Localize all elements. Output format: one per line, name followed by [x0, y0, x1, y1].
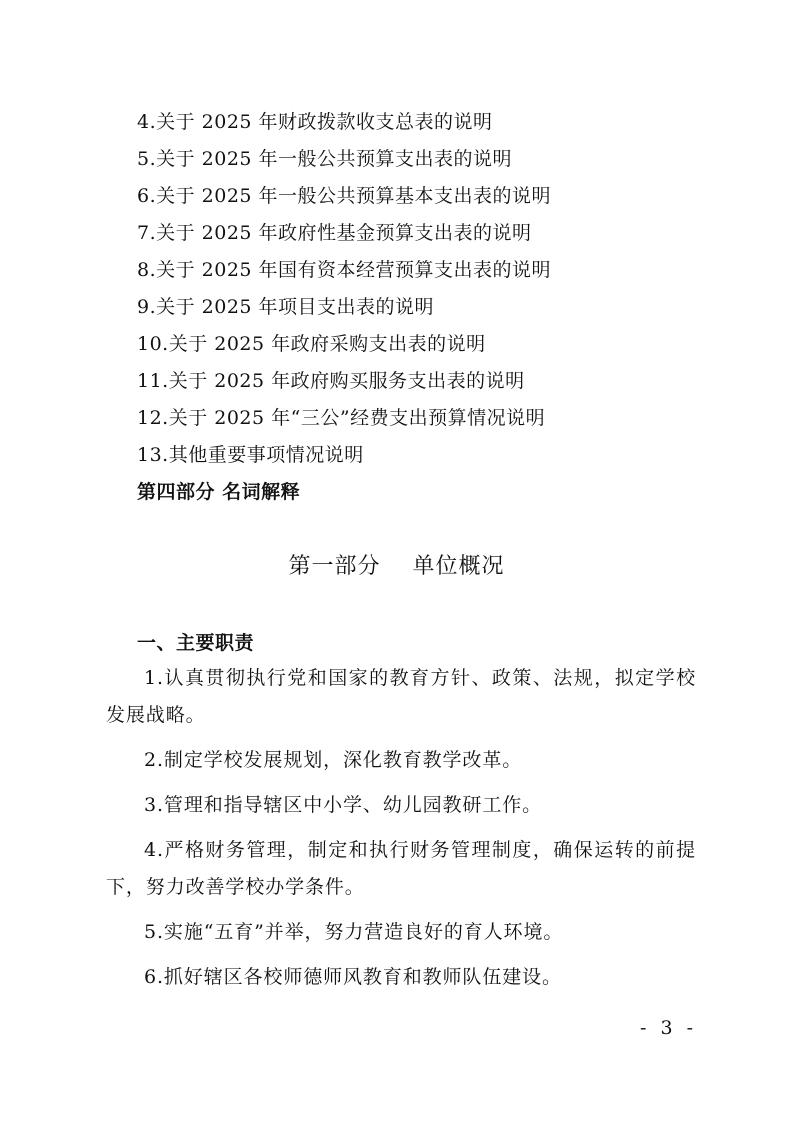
paragraph: 5.实施“五育”并举，努力营造良好的育人环境。 — [144, 921, 564, 943]
chapter-title: 第一部分 单位概况 — [288, 554, 505, 579]
toc-item: 10.关于 2025 年政府采购支出表的说明 — [137, 333, 486, 355]
toc-item: 11.关于 2025 年政府购买服务支出表的说明 — [137, 370, 525, 392]
toc-item: 12.关于 2025 年“三公”经费支出预算情况说明 — [137, 407, 546, 429]
toc-item: 4.关于 2025 年财政拨款收支总表的说明 — [137, 111, 493, 133]
section-title: 一、主要职责 — [137, 632, 255, 654]
toc-item: 9.关于 2025 年项目支出表的说明 — [137, 296, 435, 318]
toc-item: 7.关于 2025 年政府性基金预算支出表的说明 — [137, 222, 532, 244]
paragraph: 1.认真贯彻执行党和国家的教育方针、政策、法规，拟定学校发展战略。 — [106, 667, 696, 726]
table-of-contents — [137, 104, 737, 511]
paragraph: 6.抓好辖区各校师德师风教育和教师队伍建设。 — [144, 966, 562, 988]
toc-item: 8.关于 2025 年国有资本经营预算支出表的说明 — [137, 259, 552, 281]
paragraph: 4.严格财务管理，制定和执行财务管理制度，确保运转的前提下，努力改善学校办学条件。 — [106, 839, 696, 898]
toc-item: 5.关于 2025 年一般公共预算支出表的说明 — [137, 148, 513, 170]
page-number: - 3 - — [640, 1017, 698, 1039]
toc-item: 6.关于 2025 年一般公共预算基本支出表的说明 — [137, 185, 552, 207]
toc-item: 13.其他重要事项情况说明 — [137, 444, 364, 466]
toc-part-heading: 第四部分 名词解释 — [137, 481, 301, 503]
paragraph: 2.制定学校发展规划，深化教育教学改革。 — [144, 749, 523, 771]
section-body — [106, 660, 696, 1004]
paragraph: 3.管理和指导辖区中小学、幼儿园教研工作。 — [144, 794, 543, 816]
